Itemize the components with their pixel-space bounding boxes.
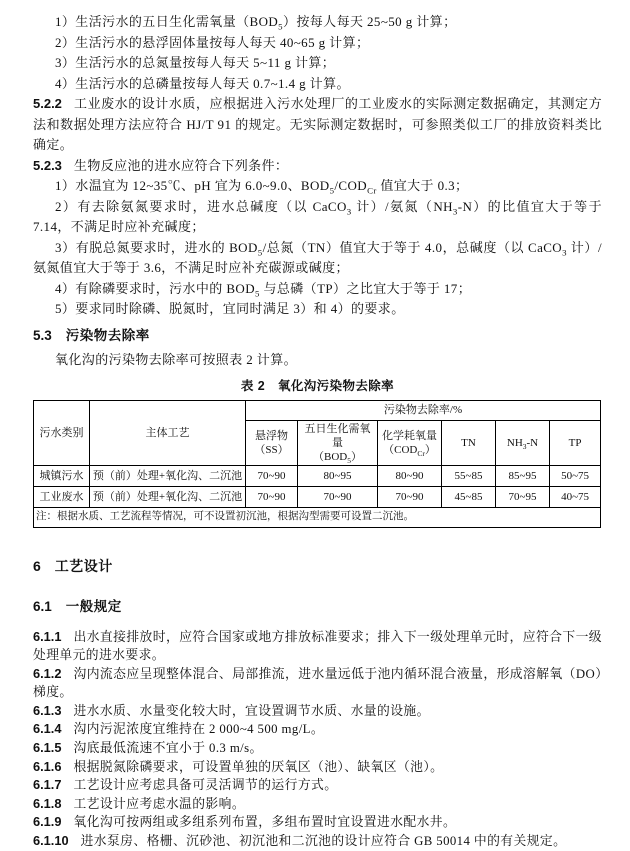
cell-category: 工业废水 [34, 486, 90, 507]
list-item-tp-removal: 4）有除磷要求时，污水中的 $BOD_5$ 与总磷（TP）之比宜大于等于 17； [55, 280, 472, 299]
clause-number: 6.1.6 [33, 758, 62, 774]
header-cell-bod5: 五日生化需氧量 $(BOD_5)$ [298, 420, 378, 465]
header-cell-tp: TP [550, 420, 601, 465]
list-item-tn-removal: 3）有脱总氮要求时，进水的 $BOD_5/$总氮（TN）值宜大于等于 4.0，总碱度（以 CaCO$_3$ 计）/氨氮值宜大于等于 3.6，不满足时应补充碳源或碱度； [33, 239, 602, 275]
clause-6-1-4 [33, 720, 602, 739]
section-title: 工艺设计 [54, 557, 113, 574]
clause-5-2-3 [33, 156, 602, 177]
list-item-ss: 2）生活污水的悬浮固体量按每人每天 40~65 g 计算； [55, 34, 370, 50]
list-item-tn: 3）生活污水的总氮量按每人每天 5~11 g 计算； [55, 55, 336, 70]
section-heading-5-3 [33, 326, 602, 347]
clause-6-1-10 [33, 832, 602, 851]
clause-text: 工艺设计应考虑水温的影响。 [73, 796, 246, 811]
clause-5-2-2 [33, 94, 602, 156]
clause-6-1-2 [33, 665, 602, 702]
cell-value: 70~90 [378, 486, 442, 507]
cell-value: 50~75 [550, 465, 601, 486]
header-cell-nh3n: $NH_3-N$ [496, 420, 550, 465]
clause-text: 工艺设计应考虑具备可灵活调节的运行方式。 [73, 778, 338, 793]
header-cell-tn: TN [442, 420, 496, 465]
clause-number: 6.1.8 [33, 795, 62, 811]
header-cell-codcr: 化学耗氧量 $(COD_{Cr})$ [378, 420, 442, 465]
section-title: 污染物去除率 [65, 327, 150, 343]
table-row-municipal [34, 465, 601, 486]
section-title: 一般规定 [65, 599, 122, 614]
clause-number: 6.1.10 [33, 833, 69, 849]
list-item-combined: 5）要求同时除磷、脱氮时，宜同时满足 3）和 4）的要求。 [55, 301, 405, 316]
cell-value: 80~95 [298, 465, 378, 486]
cell-value: 45~85 [442, 486, 496, 507]
cell-value: 70~90 [298, 486, 378, 507]
clause-text: 进水泵房、格栅、沉砂池、初沉池和二沉池的设计应符合 GB 50014 中的有关规定。 [80, 834, 567, 849]
cell-value: 70~90 [246, 486, 298, 507]
cell-value: 55~85 [442, 465, 496, 486]
clause-number: 6.1.7 [33, 777, 62, 793]
clause-text: 根据脱氮除磷要求，可设置单独的厌氧区（池）、缺氧区（池）。 [73, 759, 444, 774]
clause-number: 6.1.3 [33, 702, 62, 718]
cell-process: 预（前）处理+氧化沟、二沉池 [90, 486, 246, 507]
clause-number: 5.2.2 [33, 96, 62, 111]
cell-category: 城镇污水 [34, 465, 90, 486]
list-item-temp-ph: 1）水温宜为 12~35℃、pH 宜为 6.0~9.0、$BOD_5/COD_{Cr}$ 值宜大于 0.3； [55, 178, 469, 196]
clause-6-1-9 [33, 813, 602, 832]
list-item-tp: 4）生活污水的总磷量按每人每天 0.7~1.4 g 计算。 [55, 75, 350, 91]
table-note-row [34, 507, 601, 527]
clause-6-1-6 [33, 758, 602, 777]
header-cell-process: 主体工艺 [90, 400, 246, 465]
section-number: 6 [33, 557, 41, 574]
cell-value: 70~95 [496, 486, 550, 507]
removal-rate-table [33, 400, 601, 528]
header-cell-removal-group: 污染物去除率/% [246, 400, 601, 420]
list-item-alkalinity: 2）有去除氨氮要求时，进水总碱度（以 CaCO$_3$ 计）/氨氮$(NH_3-N)$的比值宜大于等于 7.14，不满足时应补充碱度； [33, 198, 602, 234]
clause-6-1-7 [33, 776, 602, 795]
clause-text: 生物反应池的进水应符合下列条件： [73, 157, 289, 173]
cell-process: 预（前）处理+氧化沟、二沉池 [90, 465, 246, 486]
paragraph-removal-rate: 氧化沟的污染物去除率可按照表 2 计算。 [55, 352, 298, 367]
clause-text: 沟内污泥浓度宜维持在 2 000~4 500 mg/L。 [73, 722, 325, 737]
clause-6-1-5 [33, 739, 602, 758]
table-note: 注：根据水质、工艺流程等情况，可不设置初沉池，根据沟型需要可设置二沉池。 [34, 507, 601, 527]
clause-text: 出水直接排放时，应符合国家或地方排放标准要求；排入下一级处理单元时，应符合下一级处理单元的进水要求。 [33, 629, 602, 663]
clause-text: 沟底最低流速不宜小于 0.3 m/s。 [73, 741, 263, 756]
header-cell-category: 污水类别 [34, 400, 90, 465]
section-number: 5.3 [33, 327, 52, 343]
section-heading-6 [33, 556, 602, 577]
table-row-industrial [34, 486, 601, 507]
general-provisions-block [33, 628, 602, 851]
table-caption: 表 2 氧化沟污染物去除率 [240, 378, 395, 393]
clause-text: 氧化沟可按两组或多组系列布置，多组布置时宜设置进水配水井。 [73, 815, 457, 830]
clause-number: 5.2.3 [33, 157, 62, 173]
cell-value: 40~75 [550, 486, 601, 507]
cell-value: 80~90 [378, 465, 442, 486]
section-number: 6.1 [33, 599, 52, 614]
cell-value: 70~90 [246, 465, 298, 486]
clause-text: 工业废水的设计水质，应根据进入污水处理厂的工业废水的实际测定数据确定，其测定方法和数据处理方法应符合 HJ/T 91 的规定。无实际测定数据时，可参照类似工厂的排放资料类比确定。 [33, 96, 602, 152]
header-cell-ss: 悬浮物 （SS） [246, 420, 298, 465]
clause-number: 6.1.5 [33, 740, 62, 756]
clause-6-1-3 [33, 702, 602, 721]
clause-number: 6.1.1 [33, 628, 62, 644]
clause-6-1-1 [33, 628, 602, 665]
clause-number: 6.1.4 [33, 721, 62, 737]
clause-number: 6.1.9 [33, 814, 62, 830]
table-header-row-1 [34, 400, 601, 420]
list-item-bod: 1）生活污水的五日生化需氧量$(BOD_5)$按每人每天 25~50 g 计算； [55, 14, 457, 32]
section-heading-6-1 [33, 597, 602, 618]
cell-value: 85~95 [496, 465, 550, 486]
clause-number: 6.1.2 [33, 665, 62, 681]
clause-text: 沟内流态应呈现整体混合、局部推流，进水量远低于池内循环混合液量，形成溶解氧（DO）梯度。 [33, 666, 602, 700]
clause-6-1-8 [33, 795, 602, 814]
clause-text: 进水水质、水量变化较大时，宜设置调节水质、水量的设施。 [73, 703, 430, 718]
